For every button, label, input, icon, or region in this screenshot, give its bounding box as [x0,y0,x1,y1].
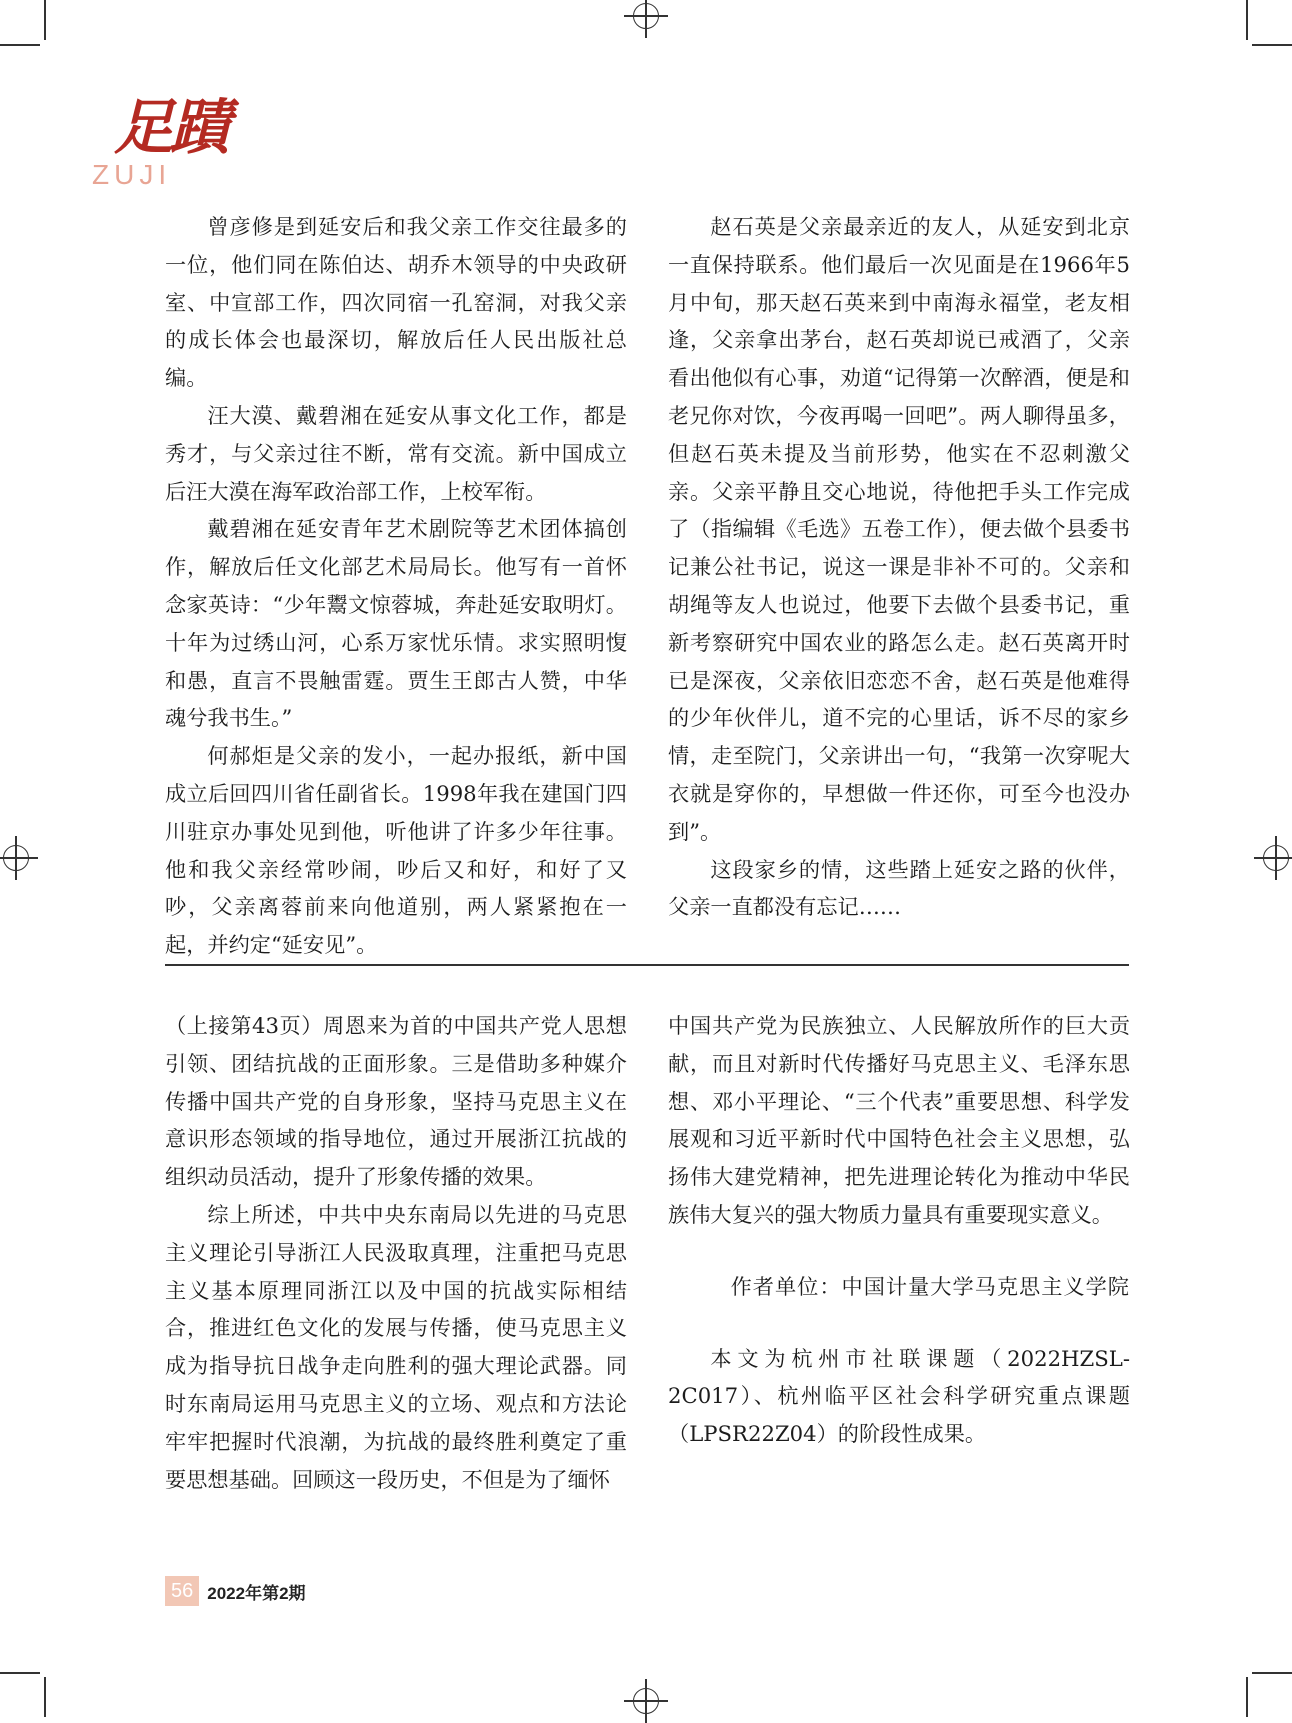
continued-paragraph: （上接第43页）周恩来为首的中国共产党人思想引领、团结抗战的正面形象。三是借助多种媒介传播中国共产党的自身形象，坚持马克思主义在意识形态领域的指导地位，通过开展浙江抗战的组织动员活动，提升了形象传播的效果。 [165,1013,627,1190]
crop-mark [1252,44,1292,46]
paragraph: 曾彦修是到延安后和我父亲工作交往最多的一位，他们同在陈伯达、胡乔木领导的中央政研室、中宣部工作，四次同宿一孔窑洞，对我父亲的成长体会也最深切，解放后任人民出版社总编。 [165,214,627,391]
paragraph: 赵石英是父亲最亲近的友人，从延安到北京一直保持联系。他们最后一次见面是在1966年5月中旬，那天赵石英来到中南海永福堂，老友相逢，父亲拿出茅台，赵石英却说已戒酒了，父亲看出他似有心事，劝道“记得第一次醉酒，便是和老兄你对饮，今夜再喝一回吧”。两人聊得虽多，但赵石英未提及当前形势，他实在不忍刺激父亲。父亲平静且交心地说，待他把手头工作完成了（指编辑《毛选》五卷工作），便去做个县委书记兼公社书记，说这一课是非补不可的。父亲和胡绳等友人也说过，他要下去做个县委书记，重新考察研究中国农业的路怎么走。赵石英离开时已是深夜，父亲依旧恋恋不舍，赵石英是他难得的少年伙伴儿，道不完的心里话，诉不尽的家乡情，走至院门，父亲讲出一句，“我第一次穿呢大衣就是穿你的，早想做一件还你，可至今也没办到”。 [668,214,1130,844]
funding-note: 本文为杭州市社联课题（2022HZSL-2C017）、杭州临平区社会科学研究重点课题（LPSR22Z04）的阶段性成果。 [668,1345,1130,1447]
paragraph: 何郝炬是父亲的发小，一起办报纸，新中国成立后回四川省任副省长。1998年我在建国门四川驻京办事处见到他，听他讲了许多少年往事。他和我父亲经常吵闹，吵后又和好，和好了又吵，父亲离蓉前来向他道别，两人紧紧抱在一起，并约定“延安见”。 [165,743,627,958]
section-logo [88,93,228,196]
registration-mark [1254,836,1292,880]
paragraph: 中国共产党为民族独立、人民解放所作的巨大贡献，而且对新时代传播好马克思主义、毛泽东思想、邓小平理论、“三个代表”重要思想、科学发展观和习近平新时代中国特色社会主义思想，弘扬伟大建党精神，把先进理论转化为推动中华民族伟大复兴的强大物质力量具有重要现实意义。 [668,1013,1130,1227]
section-logo-pinyin: ZUJI [92,159,172,190]
paragraph: 戴碧湘在延安青年艺术剧院等艺术团体搞创作，解放后任文化部艺术局局长。他写有一首怀念家英诗：“少年鬻文惊蓉城，奔赴延安取明灯。十年为过绣山河，心系万家忧乐情。求实照明愎和愚，直言不畏触雷霆。贾生王郎古人赞，中华魂兮我书生。” [165,516,627,731]
crop-mark [44,0,46,40]
article-column-bottom-left [165,1007,627,1498]
crop-mark [1246,0,1248,40]
page-footer [165,1576,306,1606]
crop-mark [44,1677,46,1717]
registration-mark [624,0,668,38]
article-column-top-right [668,208,1130,926]
crop-mark [0,44,40,46]
article-column-top-left [165,208,627,964]
paragraph: 汪大漠、戴碧湘在延安从事文化工作，都是秀才，与父亲过往不断，常有交流。新中国成立后汪大漠在海军政治部工作，上校军衔。 [165,402,627,504]
section-logo-chinese: 足蹟 [114,93,226,163]
issue-label: 2022年第2期 [207,1583,306,1603]
section-divider [165,964,1129,966]
crop-mark [0,1672,40,1674]
paragraph: 这段家乡的情，这些踏上延安之路的伙伴，父亲一直都没有忘记…… [668,856,1130,920]
crop-mark [1252,1672,1292,1674]
page-number: 56 [165,1576,199,1606]
author-affiliation: 作者单位：中国计量大学马克思主义学院 [730,1273,1130,1299]
registration-mark [0,836,38,880]
registration-mark [624,1679,668,1723]
crop-mark [1246,1677,1248,1717]
paragraph: 综上所述，中共中央东南局以先进的马克思主义理论引导浙江人民汲取真理，注重把马克思主义基本原理同浙江以及中国的抗战实际相结合，推进红色文化的发展与传播，使马克思主义成为指导抗日战争走向胜利的强大理论武器。同时东南局运用马克思主义的立场、观点和方法论牢牢把握时代浪潮，为抗战的最终胜利奠定了重要思想基础。回顾这一段历史，不但是为了缅怀 [165,1201,627,1492]
article-column-bottom-right [668,1007,1130,1453]
